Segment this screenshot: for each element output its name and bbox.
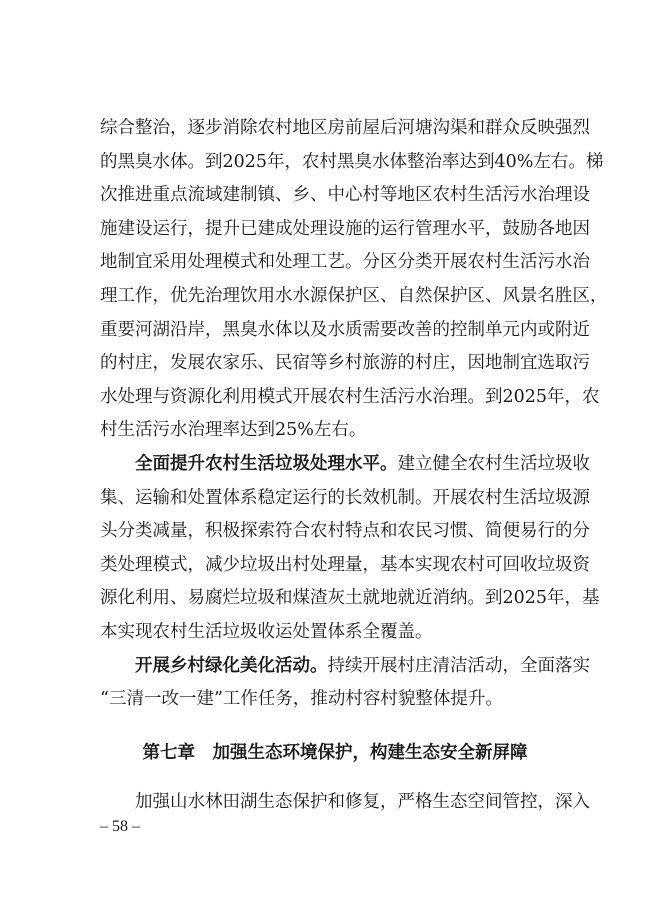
- paragraph-lead: 开展乡村绿化美化活动。: [135, 655, 328, 676]
- text-line: 地制宜采用处理模式和处理工艺。分区分类开展农村生活污水治: [100, 252, 590, 273]
- text-line-first: 加强山水林田湖生态保护和修复，严格生态空间管控，深入: [135, 792, 590, 813]
- text-line: 理工作，优先治理饮用水水源保护区、自然保护区、风景名胜区，: [100, 285, 608, 306]
- text-line: “三清一改一建”工作任务，推动村容村貌整体提升。: [100, 689, 503, 710]
- text-line-first: [100, 448, 590, 482]
- text-line: 本实现农村生活垃圾收运处置体系全覆盖。: [100, 621, 433, 642]
- text-line: 水处理与资源化利用模式开展农村生活污水治理。到2025年，农: [100, 386, 600, 407]
- text-line: 综合整治，逐步消除农村地区房前屋后河塘沟渠和群众反映强烈: [100, 118, 590, 138]
- paragraph-garbage-treatment: [100, 448, 600, 650]
- text-line: 重要河湖沿岸，黑臭水体以及水质需要改善的控制单元内或附近: [100, 319, 590, 340]
- document-body: [100, 112, 608, 820]
- paragraph-greening: [100, 650, 590, 717]
- paragraph-lead-rest: 持续开展村庄清洁活动，全面落实: [327, 655, 590, 676]
- text-line: 类处理模式，减少垃圾出村处理量，基本实现农村可回收垃圾资: [100, 554, 590, 575]
- page-number: – 58 –: [100, 818, 140, 835]
- paragraph-ecological-protection: [100, 786, 590, 820]
- paragraph-rural-sewage: [100, 112, 608, 448]
- text-line: 头分类减量，积极探索符合农村特点和农民习惯、简便易行的分: [100, 521, 590, 542]
- text-line: 施建设运行，提升已建成处理设施的运行管理水平，鼓励各地因: [100, 218, 590, 239]
- paragraph-lead: 全面提升农村生活垃圾处理水平。: [135, 453, 398, 474]
- text-line: 村生活污水治理率达到25%左右。: [100, 420, 367, 441]
- text-line: 次推进重点流域建制镇、乡、中心村等地区农村生活污水治理设: [100, 185, 590, 206]
- text-line: 集、运输和处置体系稳定运行的长效机制。开展农村生活垃圾源: [100, 487, 590, 508]
- text-line-first: [100, 650, 590, 684]
- chapter-heading: 第七章 加强生态环境保护，构建生态安全新屏障: [142, 742, 528, 763]
- text-line: 源化利用、易腐烂垃圾和煤渣灰土就地就近消纳。到2025年，基: [100, 588, 600, 609]
- text-line: 的黑臭水体。到2025年，农村黑臭水体整治率达到40%左右。梯: [100, 151, 604, 172]
- paragraph-lead-rest: 建立健全农村生活垃圾收: [397, 453, 590, 474]
- text-line: 的村庄，发展农家乐、民宿等乡村旅游的村庄，因地制宜选取污: [100, 353, 590, 374]
